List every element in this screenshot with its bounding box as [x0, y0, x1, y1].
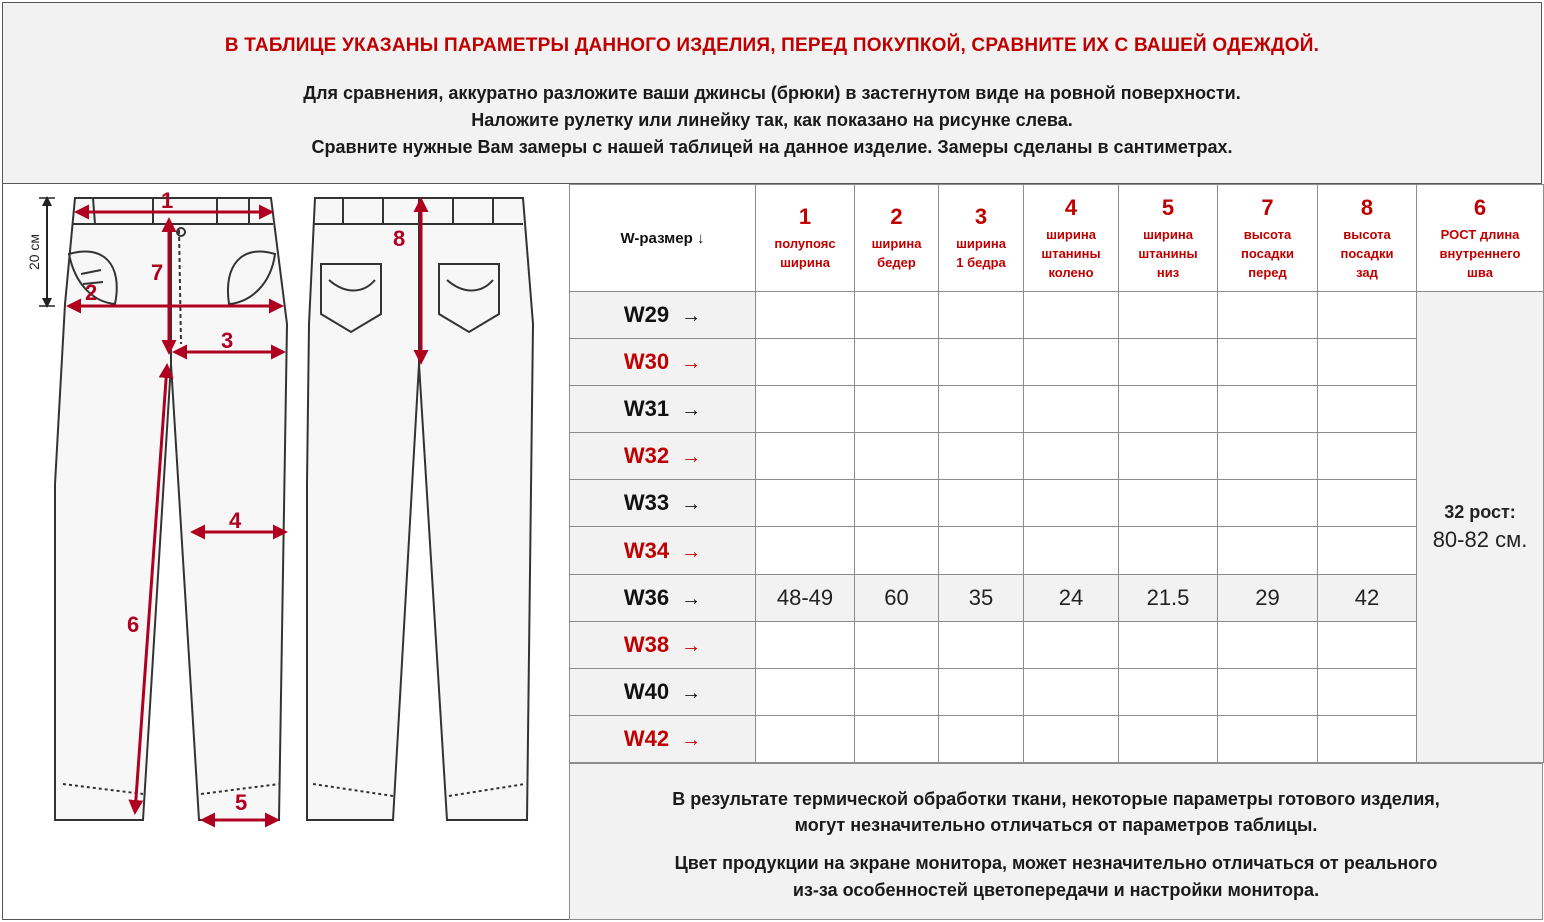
table-cell	[939, 527, 1024, 574]
measure-label-6: 6	[127, 612, 140, 637]
table-cell	[1119, 480, 1218, 527]
jeans-measurement-drawing	[2, 184, 569, 920]
table-cell: 60	[855, 574, 939, 621]
table-cell	[1218, 339, 1318, 386]
table-cell	[855, 527, 939, 574]
table-cell	[1218, 668, 1318, 715]
table-row	[570, 715, 1544, 762]
table-cell	[1318, 527, 1417, 574]
size-label: W31 →	[570, 386, 756, 433]
table-cell	[1318, 668, 1417, 715]
table-cell	[756, 292, 855, 339]
table-row	[570, 292, 1544, 339]
table-cell	[756, 480, 855, 527]
size-column-header: W-размер ↓	[570, 185, 756, 292]
table-cell	[1024, 668, 1119, 715]
table-row	[570, 339, 1544, 386]
table-cell	[1119, 621, 1218, 668]
table-cell	[1318, 292, 1417, 339]
table-cell	[1024, 480, 1119, 527]
table-cell	[756, 668, 855, 715]
table-row	[570, 433, 1544, 480]
table-cell	[855, 386, 939, 433]
table-cell	[1218, 292, 1318, 339]
table-cell	[756, 527, 855, 574]
table-cell	[1218, 715, 1318, 762]
table-cell	[1318, 339, 1417, 386]
table-cell	[939, 339, 1024, 386]
table-cell	[1218, 480, 1318, 527]
table-cell	[1318, 480, 1417, 527]
table-cell: 48-49	[756, 574, 855, 621]
measure-label-4: 4	[229, 508, 242, 533]
table-cell	[1218, 386, 1318, 433]
table-cell	[855, 433, 939, 480]
table-cell	[1318, 433, 1417, 480]
table-cell	[939, 715, 1024, 762]
size-label: W33 →	[570, 480, 756, 527]
size-label: W34 →	[570, 527, 756, 574]
measure-label-8: 8	[393, 226, 406, 251]
size-label: W38 →	[570, 621, 756, 668]
table-cell	[855, 621, 939, 668]
disclaimer-footer	[569, 763, 1543, 920]
column-header-8: 8 высота посадки зад	[1318, 185, 1417, 292]
table-cell	[1119, 386, 1218, 433]
size-table	[569, 184, 1544, 763]
column-header-4: 4 ширина штанины колено	[1024, 185, 1119, 292]
table-header-row	[570, 185, 1544, 292]
instructions-header	[2, 2, 1542, 184]
table-cell	[756, 339, 855, 386]
jeans-illustration	[3, 184, 570, 920]
table-cell	[1318, 386, 1417, 433]
size-label: W40 →	[570, 668, 756, 715]
size-label: W36 →	[570, 574, 756, 621]
table-cell	[939, 292, 1024, 339]
table-cell: 42	[1318, 574, 1417, 621]
label-20cm: 20 см	[26, 233, 42, 271]
table-row	[570, 621, 1544, 668]
table-cell	[1119, 715, 1218, 762]
table-cell	[1318, 621, 1417, 668]
measure-label-7: 7	[151, 260, 164, 285]
table-cell	[855, 668, 939, 715]
table-cell	[1119, 668, 1218, 715]
table-row	[570, 668, 1544, 715]
table-cell	[1024, 621, 1119, 668]
footer-line-2: могут незначительно отличаться от параметров таблицы.	[794, 815, 1318, 835]
table-cell	[939, 433, 1024, 480]
header-line-2: Наложите рулетку или линейку так, как показано на рисунке слева.	[471, 110, 1073, 130]
growth-cell: 32 рост: 80-82 см.	[1417, 292, 1544, 763]
footer-line-3: Цвет продукции на экране монитора, может незначительно отличаться от реального	[674, 853, 1438, 873]
table-cell	[1318, 715, 1417, 762]
height-20cm-marker	[26, 198, 55, 306]
column-header-7: 7 высота посадки перед	[1218, 185, 1318, 292]
measure-label-3: 3	[221, 328, 234, 353]
header-line-3: Сравните нужные Вам замеры с нашей таблицей на данное изделие. Замеры сделаны в сантиметрах.	[311, 137, 1233, 157]
table-cell: 35	[939, 574, 1024, 621]
measure-label-1: 1	[161, 188, 174, 213]
table-cell	[855, 715, 939, 762]
column-header-2: 2 ширина бедер	[855, 185, 939, 292]
table-cell	[756, 621, 855, 668]
table-cell	[1119, 527, 1218, 574]
size-label: W32 →	[570, 433, 756, 480]
header-title: В ТАБЛИЦЕ УКАЗАНЫ ПАРАМЕТРЫ ДАННОГО ИЗДЕЛИЯ, ПЕРЕД ПОКУПКОЙ, СРАВНИТЕ ИХ С ВАШЕЙ ОДЕЖДОЙ.	[224, 35, 1320, 56]
table-cell	[756, 433, 855, 480]
table-cell	[1024, 292, 1119, 339]
measure-label-2: 2	[85, 280, 98, 305]
table-cell: 29	[1218, 574, 1318, 621]
table-cell	[939, 480, 1024, 527]
table-row	[570, 527, 1544, 574]
table-cell	[855, 292, 939, 339]
measure-label-5: 5	[235, 790, 248, 815]
table-cell	[855, 480, 939, 527]
size-label: W29 →	[570, 292, 756, 339]
column-header-6: 6 РОСТ длина внутреннего шва	[1417, 185, 1544, 292]
size-label: W42 →	[570, 715, 756, 762]
table-row	[570, 480, 1544, 527]
column-header-3: 3 ширина 1 бедра	[939, 185, 1024, 292]
table-cell	[939, 621, 1024, 668]
table-row	[570, 386, 1544, 433]
table-cell	[1024, 386, 1119, 433]
table-cell	[1119, 292, 1218, 339]
footer-line-1: В результате термической обработки ткани, некоторые параметры готового изделия,	[672, 789, 1440, 809]
column-header-5: 5 ширина штанины низ	[1119, 185, 1218, 292]
table-cell	[756, 386, 855, 433]
table-cell	[1218, 433, 1318, 480]
table-cell	[1119, 339, 1218, 386]
table-cell	[1024, 339, 1119, 386]
column-header-1: 1 полупояс ширина	[756, 185, 855, 292]
table-cell	[1218, 621, 1318, 668]
header-line-1: Для сравнения, аккуратно разложите ваши джинсы (брюки) в застегнутом виде на ровной поверхности.	[303, 83, 1241, 103]
footer-line-4: из-за особенностей цветопередачи и настройки монитора.	[792, 880, 1320, 900]
table-row-w36	[570, 574, 1544, 621]
table-cell	[855, 339, 939, 386]
table-cell: 21.5	[1119, 574, 1218, 621]
table-cell	[1024, 433, 1119, 480]
table-cell	[756, 715, 855, 762]
table-cell	[1119, 433, 1218, 480]
table-cell	[1218, 527, 1318, 574]
table-cell: 24	[1024, 574, 1119, 621]
table-cell	[939, 668, 1024, 715]
table-cell	[939, 386, 1024, 433]
size-label: W30 →	[570, 339, 756, 386]
table-cell	[1024, 527, 1119, 574]
table-cell	[1024, 715, 1119, 762]
